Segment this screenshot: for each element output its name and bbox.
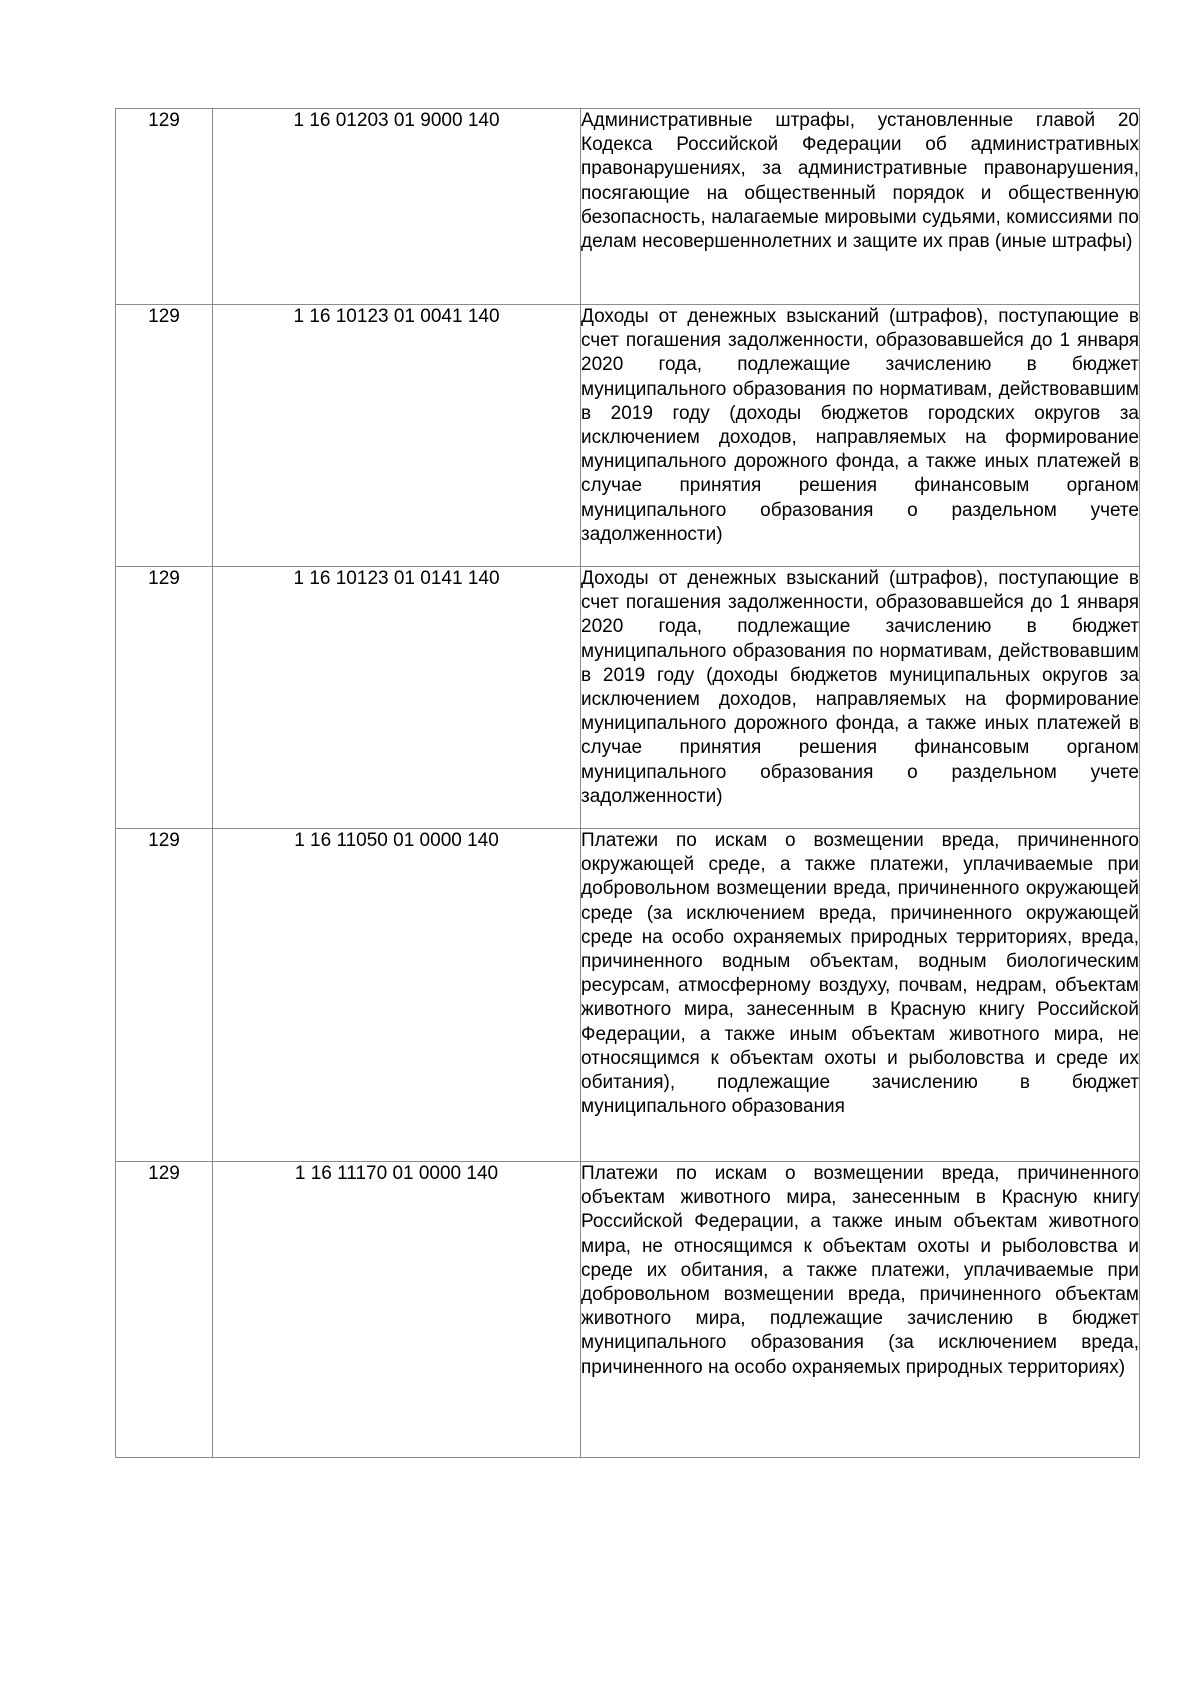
revenue-name-cell [581, 567, 1140, 829]
budget-classification-code-cell [213, 1162, 581, 1458]
revenue-name: Административные штрафы, установленные главой 20 Кодекса Российской Федерации об административных правонарушениях, за административные правонарушения, посягающие на общественный порядок и общественную безопасность, налагаемые мировыми судьями, комиссиями по делам несовершеннолетних и защите их прав (иные штрафы) [581, 110, 1139, 253]
revenue-name-cell [581, 109, 1140, 305]
revenue-name: Доходы от денежных взысканий (штрафов), поступающие в счет погашения задолженности, образовавшейся до 1 января 2020 года, подлежащие зачислению в бюджет муниципального образования по нормативам, действовавшим в 2019 году (доходы бюджетов муниципальных округов за исключением доходов, направляемых на формирование муниципального дорожного фонда, а также иных платежей в случае принятия решения финансовым органом муниципального образования о раздельном учете задолженности) [581, 568, 1139, 807]
admin-code: 129 [148, 1163, 180, 1184]
revenue-name: Доходы от денежных взысканий (штрафов), поступающие в счет погашения задолженности, образовавшейся до 1 января 2020 года, подлежащие зачислению в бюджет муниципального образования по нормативам, действовавшим в 2019 году (доходы бюджетов городских округов за исключением доходов, направляемых на формирование муниципального дорожного фонда, а также иных платежей в случае принятия решения финансовым органом муниципального образования о раздельном учете задолженности) [581, 306, 1139, 545]
admin-code-cell [116, 109, 213, 305]
admin-code: 129 [148, 830, 180, 851]
budget-classification-code: 1 16 10123 01 0041 140 [293, 306, 500, 327]
budget-classification-code: 1 16 01203 01 9000 140 [293, 110, 500, 131]
table-row [116, 1162, 1140, 1458]
table-row [116, 829, 1140, 1162]
admin-code-cell [116, 829, 213, 1162]
table-row [116, 305, 1140, 567]
budget-classification-code: 1 16 10123 01 0141 140 [293, 568, 500, 589]
revenue-name-cell [581, 829, 1140, 1162]
admin-code-cell [116, 567, 213, 829]
revenue-name-cell [581, 1162, 1140, 1458]
revenue-name-cell [581, 305, 1140, 567]
admin-code-cell [116, 305, 213, 567]
table-row [116, 567, 1140, 829]
budget-classification-code: 1 16 11050 01 0000 140 [294, 830, 499, 851]
revenue-name: Платежи по искам о возмещении вреда, причиненного окружающей среде, а также платежи, уплачиваемые при добровольном возмещении вреда, причиненного окружающей среде (за исключением вреда, причиненного окружающей среде на особо охраняемых природных территориях, вреда, причиненного водным объектам, водным биологическим ресурсам, атмосферному воздуху, почвам, недрам, объектам животного мира, занесенным в Красную книгу Российской Федерации, а также иным объектам животного мира, не относящимся к объектам охоты и рыболовства и среде их обитания), подлежащие зачислению в бюджет муниципального образования [581, 830, 1139, 1118]
budget-classification-code: 1 16 11170 01 0000 140 [294, 1163, 499, 1184]
admin-code-cell [116, 1162, 213, 1458]
admin-code: 129 [148, 110, 180, 131]
admin-code: 129 [148, 568, 180, 589]
budget-classification-code-cell [213, 829, 581, 1162]
budget-classification-code-cell [213, 567, 581, 829]
budget-classification-code-cell [213, 305, 581, 567]
table-row [116, 109, 1140, 305]
admin-code: 129 [148, 306, 180, 327]
budget-classification-code-cell [213, 109, 581, 305]
revenue-codes-table [115, 108, 1140, 1458]
revenue-name: Платежи по искам о возмещении вреда, причиненного объектам животного мира, занесенным в Красную книгу Российской Федерации, а также иным объектам животного мира, не относящимся к объектам охоты и рыболовства и среде их обитания, а также платежи, уплачиваемые при добровольном возмещении вреда, причиненного объектам животного мира, подлежащие зачислению в бюджет муниципального образования (за исключением вреда, причиненного на особо охраняемых природных территориях) [581, 1163, 1139, 1378]
